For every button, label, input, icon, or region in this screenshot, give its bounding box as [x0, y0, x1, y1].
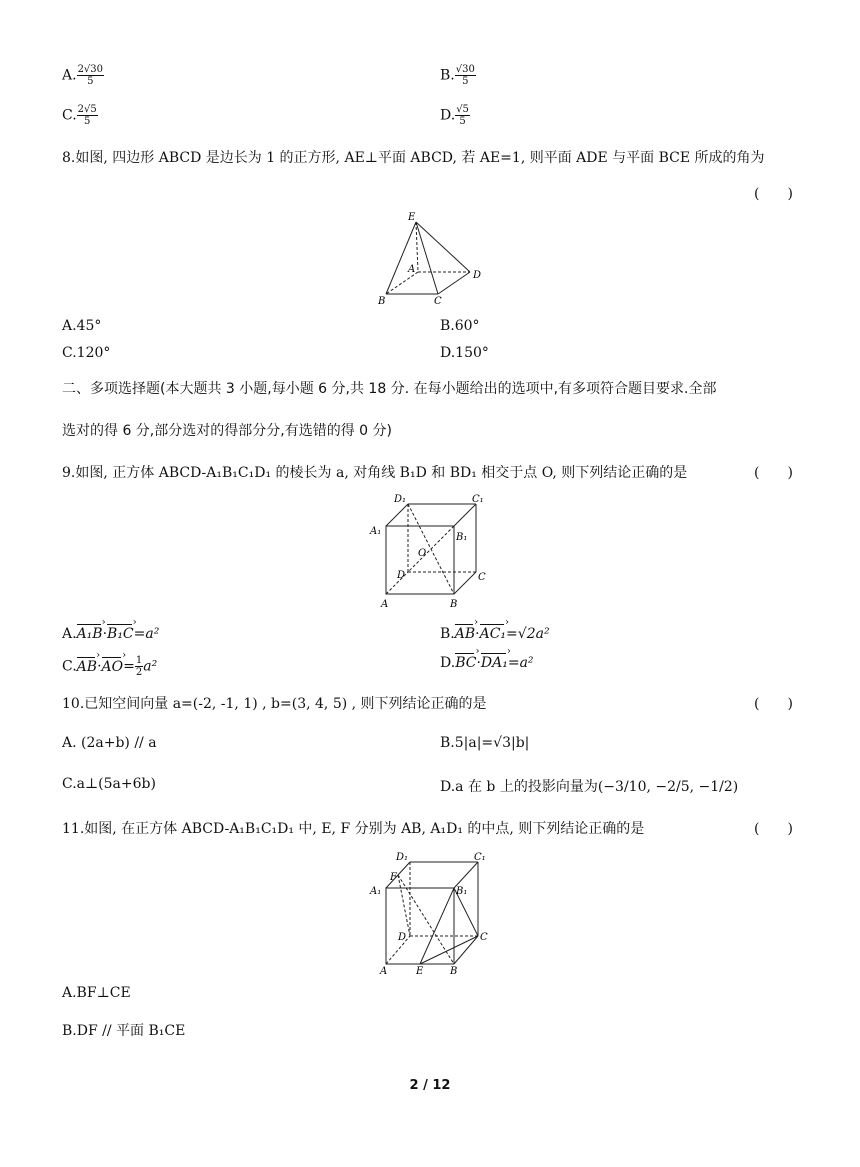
- label-o: O: [418, 548, 427, 559]
- label-b: B: [450, 599, 458, 610]
- vector: BC ›: [455, 655, 476, 671]
- label-c1: C₁: [474, 852, 486, 863]
- denominator: 5: [462, 76, 469, 87]
- label-a1: A₁: [370, 526, 382, 537]
- equals: =: [123, 658, 135, 675]
- option-label: D.: [440, 655, 456, 671]
- label-c: C: [478, 572, 486, 583]
- label-a: A: [381, 599, 389, 610]
- numerator: √30: [455, 64, 475, 75]
- q9-option-b: [440, 626, 550, 642]
- label-d: D: [398, 932, 407, 943]
- label-c: C: [434, 296, 442, 307]
- front-face: [386, 526, 454, 594]
- edge-b1c1: [454, 862, 478, 888]
- edge-ea-hidden: [416, 222, 418, 272]
- q11-stem: 11.如图, 在正方体 ABCD-A₁B₁C₁D₁ 中, E, F 分别为 AB, A₁D₁ 的中点, 则下列结论正确的是: [62, 821, 645, 837]
- q9-option-d: [440, 655, 534, 671]
- option-rest: =√2a²: [506, 626, 550, 642]
- option-rest: =a²: [507, 655, 534, 671]
- option-label: B.: [440, 67, 455, 84]
- edge-ec: [420, 936, 478, 964]
- numerator: 1: [135, 655, 143, 666]
- page-number: 2 / 12: [409, 1078, 451, 1093]
- projection-vector: (−3/10, −2/5, −1/2): [597, 779, 739, 795]
- q9-cube-figure: [366, 492, 496, 614]
- fraction: [455, 64, 476, 87]
- option-label: C.: [62, 658, 77, 675]
- q11-option-a: A.BF⊥CE: [62, 985, 131, 1001]
- q7-option-d: [440, 104, 470, 127]
- vector: AC₁ ›: [480, 626, 506, 642]
- denominator: 5: [87, 76, 94, 87]
- q9-stem: 9.如图, 正方体 ABCD-A₁B₁C₁D₁ 的棱长为 a, 对角线 B₁D 和 BD₁ 相交于点 O, 则下列结论正确的是: [62, 465, 688, 481]
- q7-option-b: [440, 64, 476, 87]
- label-d: D: [397, 570, 406, 581]
- label-b: B: [450, 966, 458, 976]
- denominator: 5: [84, 116, 91, 127]
- option-prefix: D.a 在 b 上的投影向量为: [440, 779, 598, 795]
- vector: AB ›: [77, 659, 97, 675]
- q11-cube-figure: [366, 850, 496, 976]
- label-c: C: [480, 932, 488, 943]
- label-b1: B₁: [456, 886, 468, 897]
- label-b1: B₁: [456, 532, 468, 543]
- option-rest: =a²: [133, 626, 160, 642]
- section-2-heading-line1: 二、多项选择题(本大题共 3 小题,每小题 6 分,共 18 分. 在每小题给出的选项中,有多项符合题目要求.全部: [62, 381, 717, 397]
- label-d: D: [473, 270, 482, 281]
- dot-operator: ·: [102, 626, 108, 642]
- q10-stem: 10.已知空间向量 a=(-2, -1, 1) , b=(3, 4, 5) , 则下列结论正确的是: [62, 696, 487, 712]
- dot-operator: ·: [476, 655, 481, 671]
- q10-option-a: A. (2a+b) // a: [62, 735, 157, 751]
- q8-option-a: A.45°: [62, 318, 102, 334]
- denominator: 5: [459, 116, 466, 127]
- label-a: A: [380, 966, 388, 976]
- vector: DA₁ ›: [481, 655, 508, 671]
- option-label: C.: [62, 107, 77, 124]
- label-f: F: [390, 872, 397, 883]
- q10-option-d: [440, 776, 738, 796]
- option-label: A.: [62, 626, 77, 642]
- q7-option-a: [62, 64, 104, 87]
- option-label: B.: [440, 626, 455, 642]
- dot-operator: ·: [475, 626, 480, 642]
- section-2-heading-line2: 选对的得 6 分,部分选对的得部分分,有选错的得 0 分): [62, 423, 392, 439]
- edge-a1d1: [386, 504, 408, 526]
- label-a1: A₁: [370, 886, 382, 897]
- fraction: [77, 64, 104, 87]
- q8-option-b: B.60°: [440, 318, 480, 334]
- edge-b1e: [420, 888, 454, 964]
- numerator: √5: [456, 104, 469, 115]
- label-c1: C₁: [472, 494, 484, 505]
- q8-stem: 8.如图, 四边形 ABCD 是边长为 1 的正方形, AE⊥平面 ABCD, 若 AE=1, 则平面 ADE 与平面 BCE 所成的角为: [62, 150, 765, 166]
- edge-cd: [438, 272, 470, 294]
- q10-option-b: B.5|a|=√3|b|: [440, 735, 530, 751]
- vector: AO ›: [102, 659, 124, 675]
- fraction: [77, 104, 98, 127]
- dot-operator: ·: [97, 658, 102, 675]
- option-label: D.: [440, 107, 456, 124]
- q9-answer-bracket: ( ): [754, 465, 793, 481]
- q7-option-c: [62, 104, 98, 127]
- edge-b1c1: [454, 504, 476, 526]
- q10-option-c: C.a⊥(5a+6b): [62, 776, 156, 792]
- edge-bc: [454, 572, 476, 594]
- q8-answer-bracket: ( ): [754, 186, 793, 202]
- label-e: E: [416, 966, 424, 976]
- q8-option-d: D.150°: [440, 345, 489, 361]
- numerator: 2√30: [77, 64, 104, 75]
- q10-answer-bracket: ( ): [754, 696, 793, 712]
- q8-pyramid-figure: [372, 208, 492, 308]
- option-rest: a²: [143, 658, 158, 675]
- vector: AB ›: [455, 626, 475, 642]
- diagonal-b1d: [408, 526, 454, 572]
- edge-bc: [454, 936, 478, 964]
- label-b: B: [378, 296, 386, 307]
- label-d1: D₁: [394, 494, 407, 505]
- q9-option-a: [62, 626, 159, 642]
- fraction: [135, 655, 143, 678]
- label-d1: D₁: [396, 852, 409, 863]
- option-label: A.: [62, 67, 77, 84]
- denominator: 2: [135, 667, 143, 678]
- label-a: A: [408, 264, 416, 275]
- q11-option-b: B.DF // 平面 B₁CE: [62, 1023, 186, 1039]
- q11-answer-bracket: ( ): [754, 821, 793, 837]
- vector: A₁B ›: [77, 626, 103, 642]
- q8-option-c: C.120°: [62, 345, 111, 361]
- q9-option-c: [62, 655, 157, 678]
- numerator: 2√5: [77, 104, 97, 115]
- vector: B₁C ›: [107, 626, 134, 642]
- fraction: [455, 104, 470, 127]
- label-e: E: [408, 212, 416, 223]
